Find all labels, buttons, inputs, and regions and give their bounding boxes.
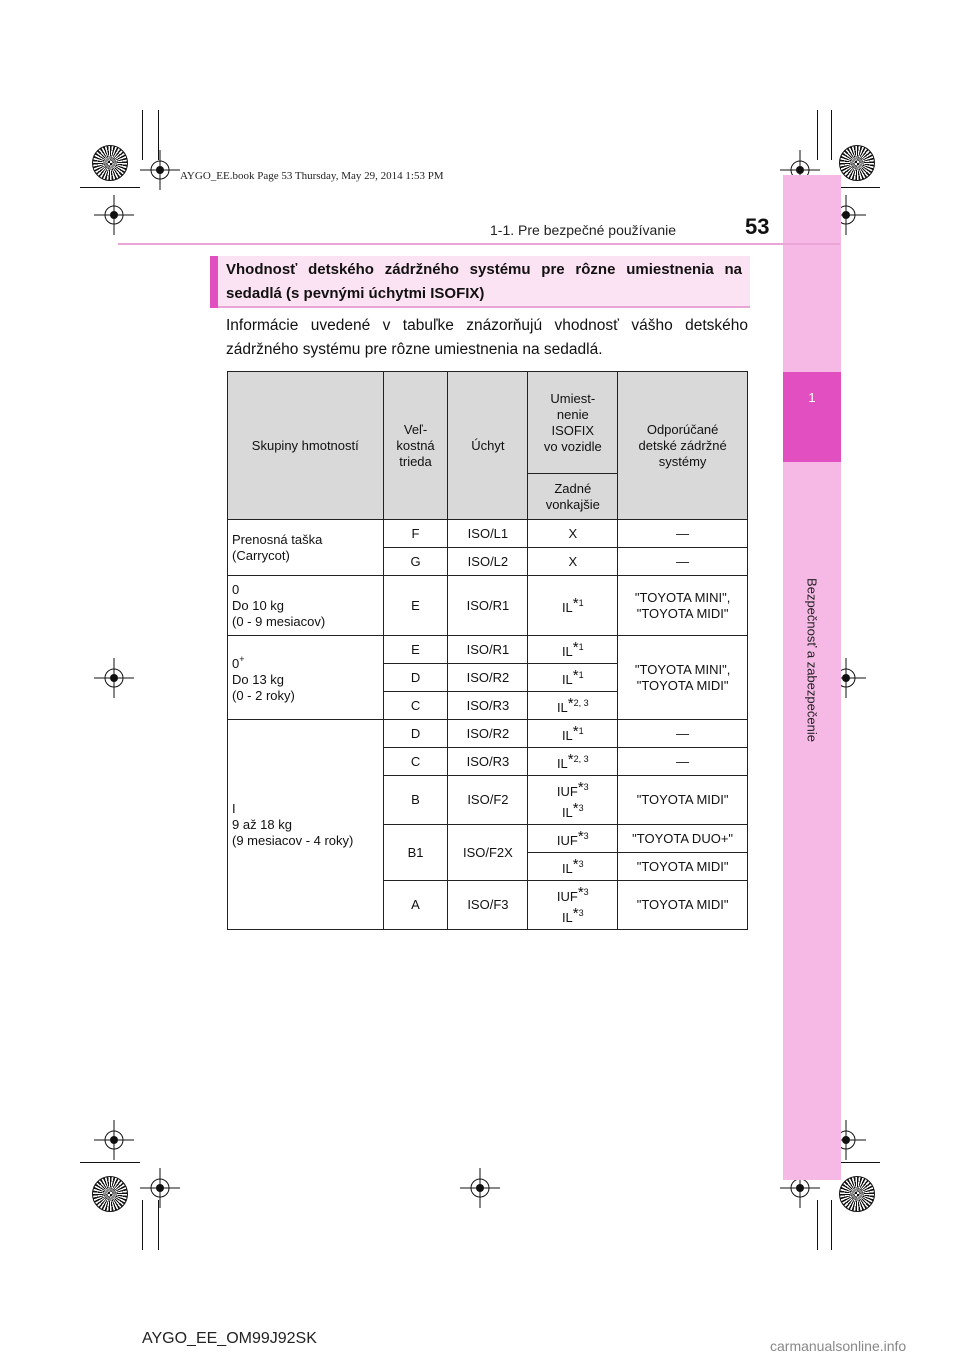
fixture-cell: ISO/R3 [448, 748, 528, 776]
crosshair-icon [460, 1168, 500, 1208]
intro-paragraph: Informácie uvedené v tabuľke znázorňujú vhodnosť vášho detského zádržného systému pre rôzne umiestnenia na sedadlá. [226, 317, 748, 358]
crosshair-icon [140, 1168, 180, 1208]
document-code: AYGO_EE_OM99J92SK [142, 1330, 317, 1347]
group-cell: 0 Do 10 kg (0 - 9 mesiacov) [228, 576, 384, 636]
size-cell: D [383, 720, 448, 748]
side-tab-chapter-box [783, 372, 841, 462]
header-recommended: Odporúčané detské zádržné systémy [618, 372, 748, 520]
position-cell: IL*$^{2, 3}$ [528, 748, 618, 776]
size-cell: B [383, 776, 448, 825]
position-cell: IUF*$^3$ IL*$^3$ [528, 881, 618, 930]
header-fixture: Úchyt [448, 372, 528, 520]
recommended-cell: "TOYOTA DUO+" [618, 825, 748, 853]
size-cell: A [383, 881, 448, 930]
group-cell: 0+ Do 13 kg (0 - 2 roky) [228, 636, 384, 720]
recommended-cell: — [618, 520, 748, 548]
table-row [228, 720, 748, 748]
recommended-cell: "TOYOTA MIDI" [618, 853, 748, 881]
header-size: Veľ- kostná trieda [383, 372, 448, 520]
side-tab-label: Bezpečnosť a zabezpečenie [804, 578, 820, 742]
section-title: Vhodnosť detského zádržného systému pre rôzne umiestnenia na sedadlá (s pevnými úchytmi ISOFIX) [226, 261, 742, 302]
watermark: carmanualsonline.info [770, 1338, 907, 1354]
color-dial-icon [839, 145, 875, 181]
position-cell: IL*$^3$ [528, 853, 618, 881]
group-cell: I 9 až 18 kg (9 mesiacov - 4 roky) [228, 720, 384, 930]
table-row [228, 520, 748, 548]
crosshair-icon [94, 195, 134, 235]
fixture-cell: ISO/R1 [448, 636, 528, 664]
header-position: Umiest- nenie ISOFIX vo vozidle [528, 372, 618, 474]
size-cell: B1 [383, 825, 448, 881]
crosshair-icon [94, 1120, 134, 1160]
recommended-cell: "TOYOTA MINI", "TOYOTA MIDI" [618, 576, 748, 636]
position-cell: IL*$^1$ [528, 576, 618, 636]
header-position-sub: Zadné vonkajšie [528, 474, 618, 520]
position-cell: IUF*$^3$ [528, 825, 618, 853]
table-row [228, 636, 748, 664]
position-cell: X [528, 520, 618, 548]
fixture-cell: ISO/R1 [448, 576, 528, 636]
table-row [228, 576, 748, 636]
isofix-suitability-table [227, 371, 748, 930]
fixture-cell: ISO/L2 [448, 548, 528, 576]
group-cell: Prenosná taška (Carrycot) [228, 520, 384, 576]
recommended-cell: — [618, 548, 748, 576]
recommended-cell: — [618, 720, 748, 748]
header-rule [118, 243, 840, 245]
page-number: 53 [745, 214, 770, 239]
color-dial-icon [839, 1176, 875, 1212]
position-cell: IL*$^{2, 3}$ [528, 692, 618, 720]
size-cell: C [383, 748, 448, 776]
fixture-cell: ISO/R2 [448, 664, 528, 692]
size-cell: E [383, 576, 448, 636]
size-cell: G [383, 548, 448, 576]
side-tab-number: 1 [808, 390, 816, 405]
color-dial-icon [92, 145, 128, 181]
size-cell: C [383, 692, 448, 720]
fixture-cell: ISO/R3 [448, 692, 528, 720]
size-cell: F [383, 520, 448, 548]
position-cell: IL*$^1$ [528, 636, 618, 664]
position-cell: IL*$^1$ [528, 720, 618, 748]
color-dial-icon [92, 1176, 128, 1212]
fixture-cell: ISO/F3 [448, 881, 528, 930]
recommended-cell: — [618, 748, 748, 776]
fixture-cell: ISO/F2X [448, 825, 528, 881]
book-info: AYGO_EE.book Page 53 Thursday, May 29, 2014 1:53 PM [180, 170, 444, 182]
section-banner-accent [210, 256, 218, 308]
size-cell: E [383, 636, 448, 664]
recommended-cell: "TOYOTA MINI", "TOYOTA MIDI" [618, 636, 748, 720]
chapter-title: 1-1. Pre bezpečné používanie [490, 222, 677, 238]
recommended-cell: "TOYOTA MIDI" [618, 776, 748, 825]
crosshair-icon [140, 150, 180, 190]
fixture-cell: ISO/L1 [448, 520, 528, 548]
fixture-cell: ISO/F2 [448, 776, 528, 825]
position-cell: X [528, 548, 618, 576]
position-cell: IUF*$^3$ IL*$^3$ [528, 776, 618, 825]
recommended-cell: "TOYOTA MIDI" [618, 881, 748, 930]
header-group: Skupiny hmotností [228, 372, 384, 520]
position-cell: IL*$^1$ [528, 664, 618, 692]
crosshair-icon [94, 658, 134, 698]
size-cell: D [383, 664, 448, 692]
fixture-cell: ISO/R2 [448, 720, 528, 748]
